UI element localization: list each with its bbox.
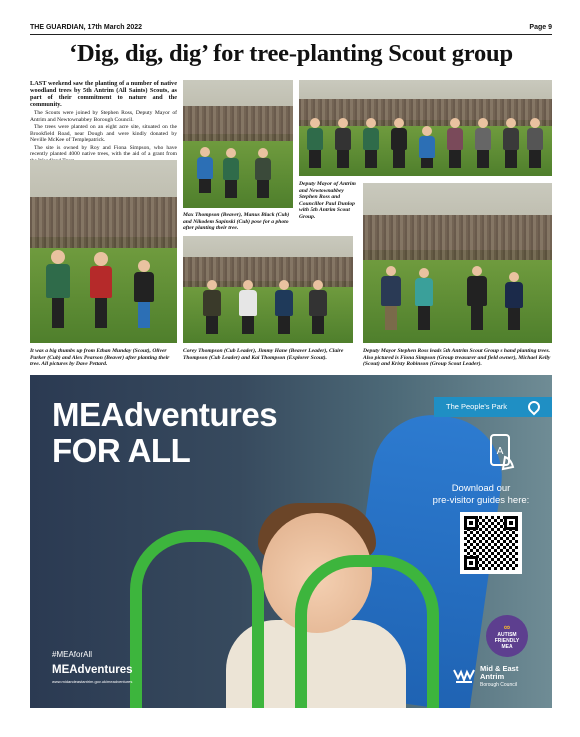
ad-title-line1: MEAdventures [52, 396, 278, 433]
article-paragraph: The site is owned by Roy and Fiona Simpson, who have recently planted 4000 native trees, with the aid of a grant from [30, 144, 177, 157]
article-paragraph: The Scouts were joined by Stephen Ross, Deputy Mayor of Antrim and Newtownabbey Borough Council. [30, 110, 177, 123]
photo-deputy-mayor [363, 183, 552, 343]
council-name-line1: Mid & East [480, 664, 519, 673]
qr-code[interactable] [460, 512, 522, 574]
download-prompt [420, 483, 542, 507]
autism-line2: FRIENDLY [494, 638, 520, 644]
ad-url[interactable]: www.midandeastantrim.gov.uk/meadventures [52, 679, 133, 684]
svg-text:A: A [496, 446, 504, 457]
autism-friendly-badge [486, 615, 528, 657]
caption-leaders: Corey Thompson (Cub Leader), Jimmy Hane (Beaver Leader), Claire Thompson (Cub Leader) and Kai Thompson (Explorer Scout). [183, 348, 344, 361]
caption-thumbs-up: It was a big thumbs up from Ethan Munday (Scout), Oliver Parker (Cub) and Alex Pearson (Beaver) after planting their tree. All pictures by Dave Pettard. [30, 348, 170, 367]
ad-hashtag: #MEAforAll [52, 650, 93, 659]
autism-line1: AUTISM [497, 632, 517, 638]
photo-thumbs-up [30, 160, 177, 343]
photo-leaders [183, 236, 353, 343]
ad-title [52, 397, 277, 469]
article-paragraph: The trees were planted on an eight acre site, situated on the Brookfield Road, near Dough and were kindly donated by Neville McKee of Templepatrick. [30, 124, 177, 143]
download-line1: Download our [451, 483, 511, 494]
caption-deputy-mayor: Deputy Mayor Stephen Ross leads 5th Antrim Scout Group s hand planting trees. Also pictured is Fiona Simpson (Group treasurer and field owner), Michael Kelly (Scout) and Kristy Robinson (Group Scout Leader). [363, 348, 551, 367]
page-title: ‘Dig, dig, dig’ for tree-planting Scout group [69, 40, 513, 67]
masthead [30, 22, 552, 35]
location-tag: The People's Park [434, 397, 552, 417]
infinity-icon: ∞ [503, 622, 511, 632]
article-lede: LAST weekend saw the planting of a number of native woodland trees by 5th Antrim (All Saints) Scouts, as part of their commitment to nature and the community. [30, 80, 177, 108]
advertisement [30, 375, 552, 708]
ad-brand: MEAdventures [52, 664, 133, 676]
article-body [30, 80, 177, 165]
phone-guide-icon [485, 433, 519, 473]
council-name-line2: Antrim [480, 672, 505, 681]
ad-title-line2: FOR ALL [52, 432, 191, 469]
photo-trio [183, 80, 293, 208]
council-name [480, 665, 518, 681]
autism-line3: MEA [501, 644, 513, 650]
photo-group [299, 80, 552, 176]
council-subtitle: Borough Council [480, 682, 517, 688]
caption-group: Deputy Mayor of Antrim and Newtownabbey Stephen Ross and Councillor Paul Dunlop with 5th Antrim Scout Group. [299, 181, 356, 220]
download-line2: pre-visitor guides here: [432, 495, 530, 506]
caption-trio: Max Thompson (Beaver), Manus Black (Cub) and Nikodem Sapinski (Cub) pose for a photo after planting their tree. [183, 212, 290, 231]
slide-rail-right [295, 555, 439, 708]
slide-rail-left [130, 530, 264, 708]
publication-date: THE GUARDIAN, 17th March 2022 [30, 24, 143, 31]
page-number: Page 9 [529, 24, 552, 31]
council-crest-icon [452, 664, 476, 688]
